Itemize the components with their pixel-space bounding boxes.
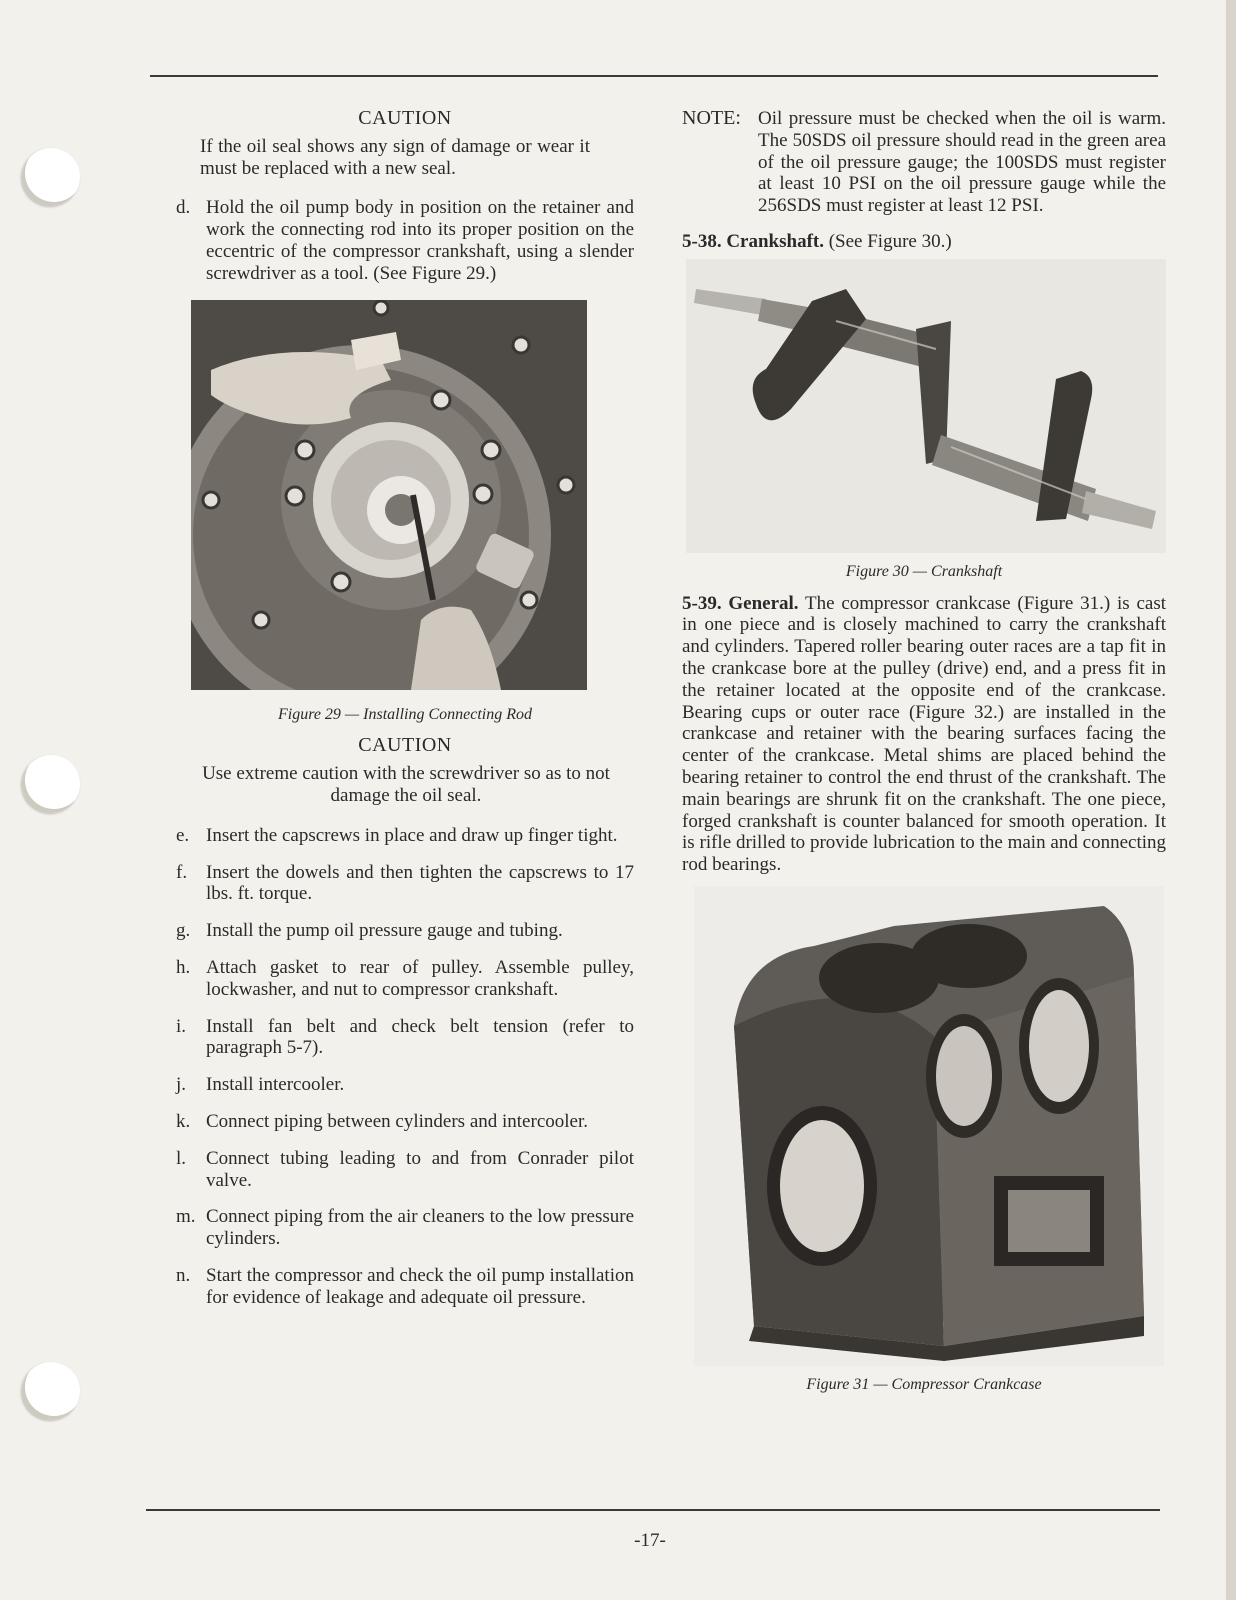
note-text: Oil pressure must be checked when the oil is warm. The 50SDS oil pressure should read in the green area of the oil pressure gauge; the 100SDS must register at least 10 PSI on the oil pressure gauge while the 256SDS must register at least 12 PSI. bbox=[758, 108, 1166, 217]
step-text: Insert the capscrews in place and draw up finger tight. bbox=[206, 824, 618, 846]
step-item bbox=[176, 1206, 634, 1250]
step-item bbox=[176, 920, 634, 942]
figure-31-photo bbox=[694, 886, 1164, 1366]
section-5-39-text: The compressor crankcase (Figure 31.) is cast in one piece and is closely machined to carry the crankshaft and cylinders. Tapered roller bearing outer races are a tap fit in the crankcase bore at the pulley (drive) end, and a press fit in the retainer located at the opposite end of the crankcase. Bearing cups or outer race (Figure 32.) are installed in the crankcase and retainer with the bearing surfaces facing the center of the crankcase. Metal shims are placed behind the bearing retainer to control the end thrust of the crankshaft. The main bearings are shrunk fit on the crankshaft. The one piece, forged crankshaft is counter balanced for smooth operation. It is rifle drilled to provide lubrication to the main and connecting rod bearings. bbox=[682, 592, 1166, 876]
step-text: Hold the oil pump body in position on the retainer and work the connecting rod into its proper position on the eccentric of the compressor crankshaft, using a slender screwdriver as a tool. (See Figure 29.) bbox=[206, 197, 634, 284]
figure-29-caption: Figure 29 — Installing Connecting Rod bbox=[277, 705, 533, 723]
step-text: Install fan belt and check belt tension (refer to paragraph 5-7). bbox=[206, 1015, 634, 1059]
step-label: i. bbox=[176, 1015, 187, 1037]
step-text: Attach gasket to rear of pulley. Assemble pulley, lockwasher, and nut to compressor crankshaft. bbox=[206, 956, 634, 1000]
caution-text: If the oil seal shows any sign of damage or wear it must be replaced with a new seal. bbox=[200, 135, 590, 179]
binder-hole-top bbox=[22, 148, 80, 206]
step-text: Start the compressor and check the oil pump installation for evidence of leakage and adequate oil pressure. bbox=[206, 1264, 634, 1308]
oil-pressure-note bbox=[682, 108, 1166, 217]
step-text: Install intercooler. bbox=[206, 1074, 345, 1096]
figure-30-photo bbox=[686, 259, 1166, 553]
step-label: n. bbox=[176, 1264, 191, 1286]
step-item bbox=[176, 1265, 634, 1309]
section-5-38-ref: (See Figure 30.) bbox=[828, 230, 952, 252]
section-5-38-heading bbox=[682, 231, 1166, 253]
step-list-a bbox=[176, 197, 634, 284]
binder-hole-bottom bbox=[22, 1362, 80, 1420]
section-5-39 bbox=[682, 593, 1166, 876]
step-label: k. bbox=[176, 1110, 191, 1132]
step-item bbox=[176, 825, 634, 847]
binder-hole-middle bbox=[22, 755, 80, 813]
caution-title-2: CAUTION bbox=[358, 734, 452, 757]
step-item bbox=[176, 1074, 634, 1096]
caution-title: CAUTION bbox=[358, 107, 452, 129]
step-text: Connect tubing leading to and from Conrader pilot valve. bbox=[206, 1147, 634, 1191]
step-label: m. bbox=[176, 1206, 196, 1228]
section-5-39-title: General. bbox=[728, 592, 799, 614]
step-text: Insert the dowels and then tighten the capscrews to 17 lbs. ft. torque. bbox=[206, 861, 634, 905]
step-item bbox=[176, 1016, 634, 1060]
page-number: -17- bbox=[634, 1530, 666, 1551]
step-label: h. bbox=[176, 956, 191, 978]
figure-30-caption: Figure 30 — Crankshaft bbox=[845, 562, 1003, 580]
top-rule bbox=[150, 75, 1158, 77]
note-label: NOTE: bbox=[682, 107, 741, 129]
step-text: Install the pump oil pressure gauge and tubing. bbox=[206, 920, 563, 942]
figure-31-caption: Figure 31 — Compressor Crankcase bbox=[806, 1375, 1042, 1393]
left-column bbox=[176, 108, 634, 1324]
step-label: g. bbox=[176, 920, 191, 942]
step-item bbox=[176, 197, 634, 284]
caution-text-2: Use extreme caution with the screwdriver so as to not damage the oil seal. bbox=[202, 763, 610, 806]
step-label: j. bbox=[176, 1074, 187, 1096]
section-5-38-number: 5-38. bbox=[682, 230, 722, 252]
bottom-rule bbox=[146, 1509, 1160, 1511]
section-5-38-title: Crankshaft. bbox=[726, 230, 824, 252]
step-list-b bbox=[176, 825, 634, 1309]
page-edge bbox=[1226, 0, 1236, 1600]
step-label: l. bbox=[176, 1147, 187, 1169]
step-item bbox=[176, 1111, 634, 1133]
step-item bbox=[176, 1148, 634, 1192]
step-text: Connect piping from the air cleaners to the low pressure cylinders. bbox=[206, 1206, 634, 1250]
step-item bbox=[176, 957, 634, 1001]
right-column bbox=[682, 108, 1166, 1406]
step-text: Connect piping between cylinders and intercooler. bbox=[206, 1110, 588, 1132]
section-5-39-number: 5-39. bbox=[682, 592, 722, 614]
step-label: d. bbox=[176, 197, 191, 219]
step-item bbox=[176, 862, 634, 906]
figure-29-photo bbox=[191, 300, 587, 690]
step-label: f. bbox=[176, 861, 188, 883]
step-label: e. bbox=[176, 824, 190, 846]
